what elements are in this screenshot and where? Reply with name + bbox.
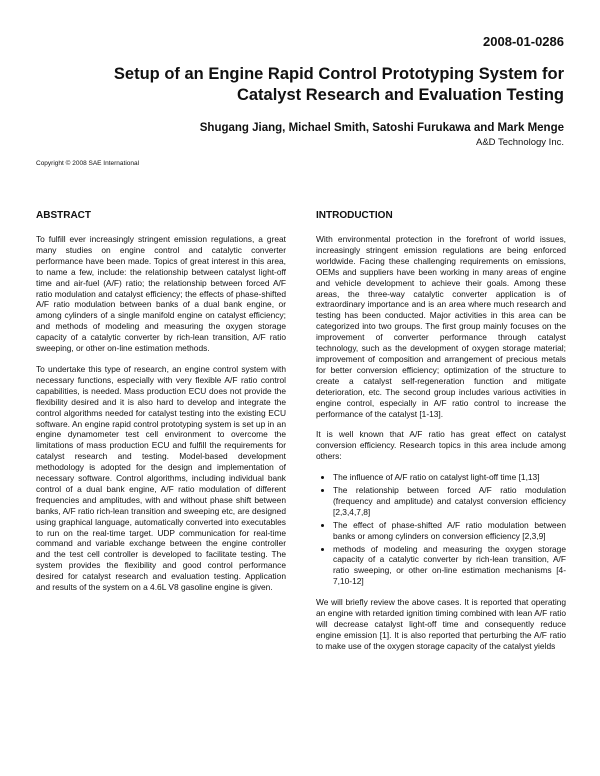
abstract-paragraph: To undertake this type of research, an engine control system with necessary functions, especially with very flexible A/F ratio control capabilities, is needed. Mass production ECU does not provide the flexibility desired and it is also hard to develop and integrate the control algorithms needed for catalyst testing into the existing ECU software. An engine rapid control prototyping system is set up in an engine dynamometer test cell environment to overcome the limitations of mass production ECU and fulfill the requirements for catalyst research and testing. Model-based development methodology is adopted for the design and implementation of necessary software. Control algorithms, including individual bank control of a dual bank engine, A/F ratio modulation of different frequencies and amplitudes, with and without phase shift between banks, A/F ratio rich-lean transition and sweeping etc, are designed using graphical language, automatically converted into executables to run on the real-time target. UDP communication for real-time command and variable exchange between the engine controller and the test cell controller is developed to facilitate testing. The system provides the flexibility and good control performance desired for catalyst research and evaluation testing. Application and results of the system on a 4.6L V8 gasoline engine is given.: [36, 363, 286, 593]
list-item: • The influence of A/F ratio on catalyst light-off time [1,13]: [333, 472, 566, 483]
research-topics-list: [316, 472, 566, 587]
left-column: [36, 210, 286, 603]
intro-paragraph: It is well known that A/F ratio has great effect on catalyst conversion efficiency. Research topics in this area include among others:: [316, 429, 566, 462]
list-item: • methods of modeling and measuring the oxygen storage capacity of a catalytic converter by rich-lean transition, A/F ratio sweeping, or other on-line estimation mechanisms [4-7,10-12]: [333, 544, 566, 588]
paper-title: [44, 64, 564, 106]
authors: Shugang Jiang, Michael Smith, Satoshi Furukawa and Mark Menge: [199, 122, 564, 134]
intro-paragraph: With environmental protection in the forefront of world issues, increasingly stringent emission regulations are being enforced worldwide. Facing these challenging requirements on emissions, OEMs and suppliers have been working in many areas of engine and vehicle development to achieve their goals. Among these areas, the three-way catalytic converter application is of extraordinary importance and is an area where much research and testing has been conducted. Major activities in this area can be categorized into two groups. The first group mainly focuses on the improvement of converter performance through catalyst technology, such as the development of oxygen storage material; improvement of composition and arrangement of precious metals for better conversion efficiency; optimization of the structure to create a catalyst self-regeneration function and mitigate deterioration, etc. The second group includes various activities in engine control, especially in A/F ratio control to increase the performance of the catalyst [1-13].: [316, 234, 566, 419]
intro-paragraph: We will briefly review the above cases. It is reported that operating an engine with retarded ignition timing combined with lean A/F ratio will decrease catalyst light-off time and consequently reduce engine emission [1]. It is also reported that perturbing the A/F ratio to make use of the oxygen storage capacity of the catalyst yields: [316, 597, 566, 651]
affiliation: A&D Technology Inc.: [475, 137, 564, 148]
title-line-1: Setup of an Engine Rapid Control Prototyping System for: [113, 65, 564, 83]
copyright-notice: Copyright © 2008 SAE International: [36, 160, 140, 167]
title-line-2: Catalyst Research and Evaluation Testing: [236, 86, 564, 104]
introduction-heading: INTRODUCTION: [316, 210, 393, 221]
abstract-heading: ABSTRACT: [36, 210, 91, 221]
abstract-paragraph: To fulfill ever increasingly stringent emission regulations, a great many studies on engine control and catalytic converter performance have been made. Topics of great interest in this area, to name a few, include: the relationship between catalyst light-off time and air-fuel (A/F) ratio; the relationship between forced A/F ratio modulation and catalyst efficiency; the effects of phase-shifted A/F ratio modulation between banks of a dual bank engine, or among cylinders of a single manifold engine on catalyst efficiency; and methods of modeling and measuring the oxygen storage capacity of a catalytic converter by rich-lean transition, A/F ratio sweeping, or other on-line estimation methods.: [36, 234, 286, 354]
list-item: • The effect of phase-shifted A/F ratio modulation between banks or among cylinders on conversion efficiency [2,3,9]: [333, 520, 566, 542]
paper-number: 2008-01-0286: [483, 34, 564, 49]
list-item: • The relationship between forced A/F ratio modulation (frequency and amplitude) and catalyst conversion efficiency [2,3,4,7,8]: [333, 485, 566, 518]
right-column: [316, 210, 566, 662]
